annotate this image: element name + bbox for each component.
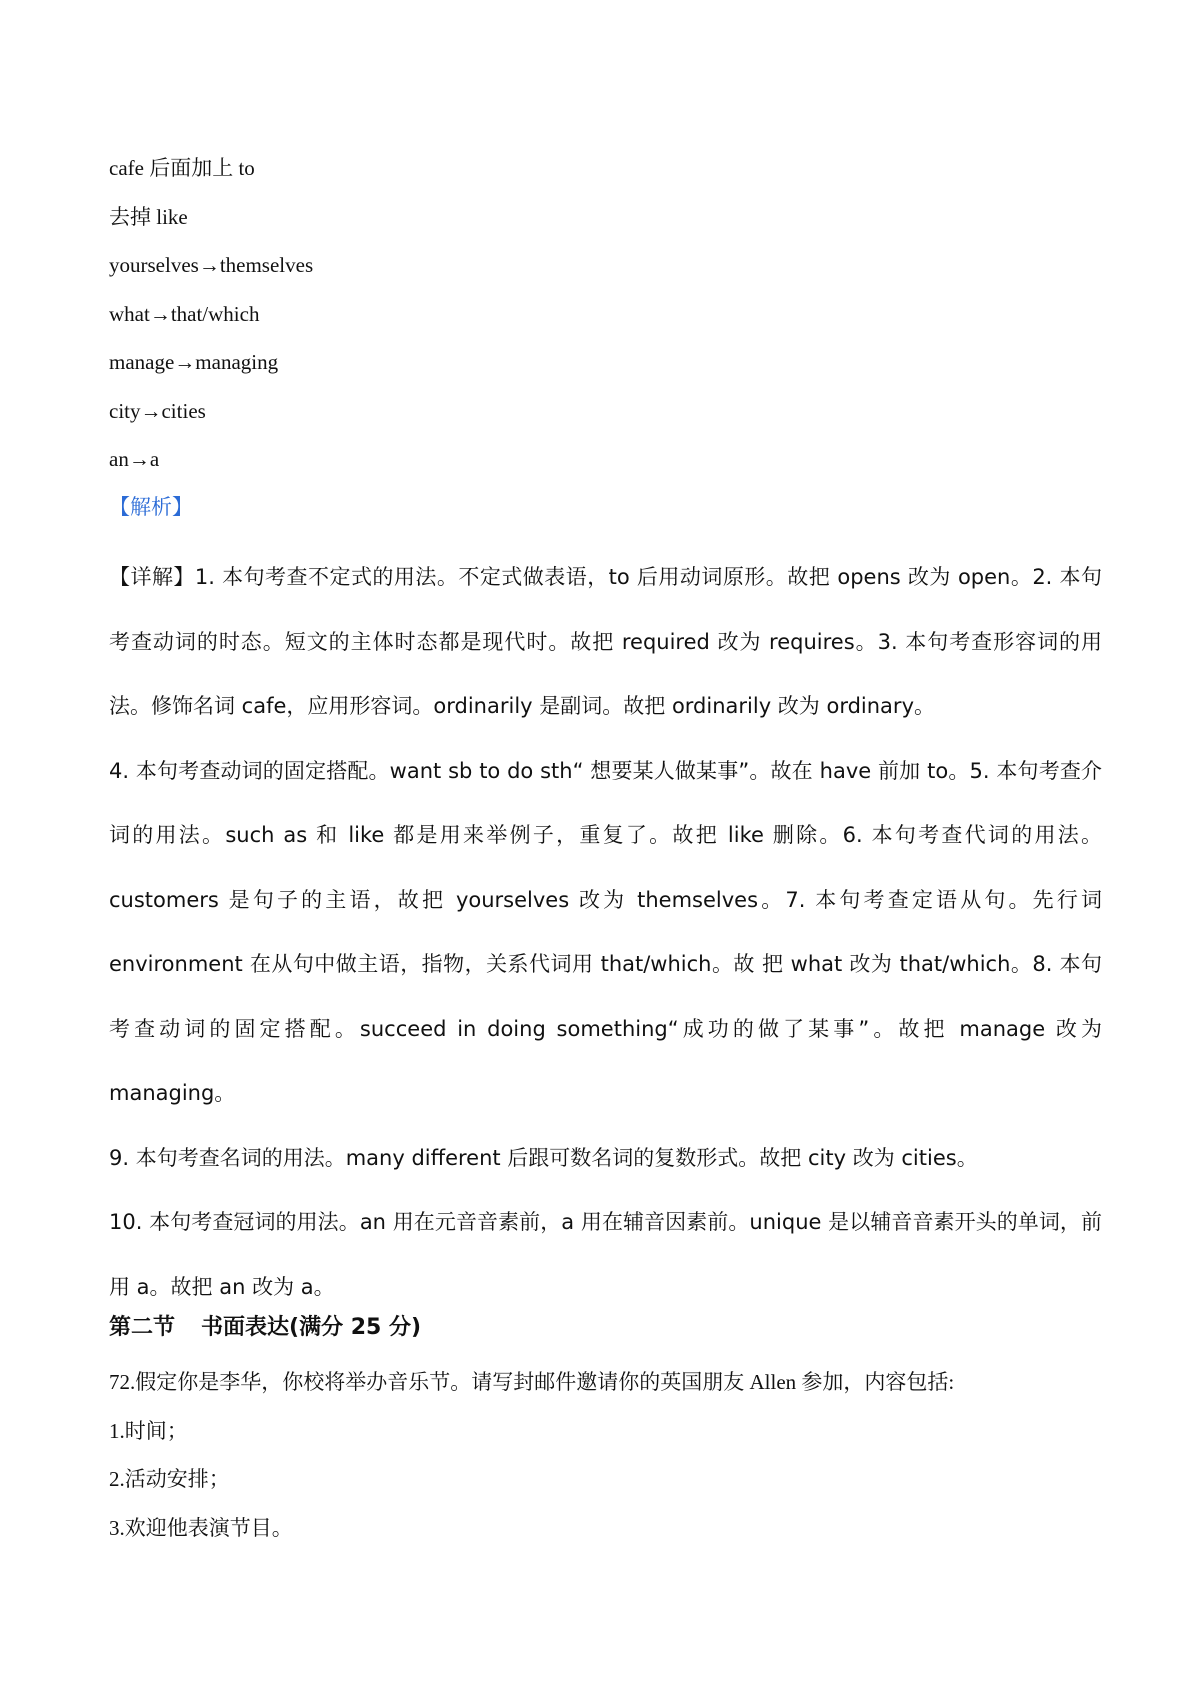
correction-list [109,150,313,490]
correction-item: manage→managing [109,350,279,374]
section-title-text: 书面表达(满分 25 分) [201,1315,422,1340]
section-part: 第二节 [109,1315,176,1340]
analysis-heading: 【解析】 [109,495,193,519]
correction-item: cafe 后面加上 to [109,156,255,180]
correction-item: what→that/which [109,301,260,326]
correction-item: an→a [109,447,160,471]
correction-item: city→cities [109,398,206,423]
detailed-explanation [109,545,1102,1319]
correction-item: 去掉 like [109,204,188,229]
task-item: 1.时间； [109,1418,188,1443]
correction-item: yourselves→themselves [109,253,314,277]
task-prompt: 72.假定你是李华，你校将举办音乐节。请写封邮件邀请你的英国朋友 Allen 参加，内容包括: [109,1370,955,1394]
explanation-paragraph: 【详解】1. 本句考查不定式的用法。不定式做表语，to 后用动词原形。故把 opens 改为 open。2. 本句考查动词的时态。短文的主体时态都是现代时。故把 required 改为 requires。3. 本句考查形容词的用法。修饰名词 cafe，应用形容词。ordinarily 是副词。故把 ordinarily 改为 ordinary。 [109,565,1102,718]
writing-task [109,1364,954,1558]
explanation-paragraph: 4. 本句考查动词的固定搭配。want sb to do sth“ 想要某人做某事”。故在 have 前加 to。5. 本句考查介词的用法。such as 和 like 都是用来举例子，重复了。故把 like 删除。6. 本句考查代词的用法。customers 是句子的主语，故把 yourselves 改为 themselves。7. 本句考查定语从句。先行词 environment 在从句中做主语，指物，关系代词用 that/which。故 把 what 改为 that/which。8. 本句考查动词的固定搭配。succeed in doing something“成功的做了某事”。故把 manage 改为 managing。 [109,758,1102,1105]
explanation-paragraph: 9. 本句考查名词的用法。many different 后跟可数名词的复数形式。故把 city 改为 cities。 [109,1145,978,1170]
task-item: 2.活动安排； [109,1467,230,1491]
section-heading [109,1310,421,1346]
explanation-paragraph: 10. 本句考查冠词的用法。an 用在元音音素前，a 用在辅音因素前。unique 是以辅音音素开头的单词，前用 a。故把 an 改为 a。 [109,1210,1102,1299]
task-item: 3.欢迎他表演节目。 [109,1515,293,1540]
